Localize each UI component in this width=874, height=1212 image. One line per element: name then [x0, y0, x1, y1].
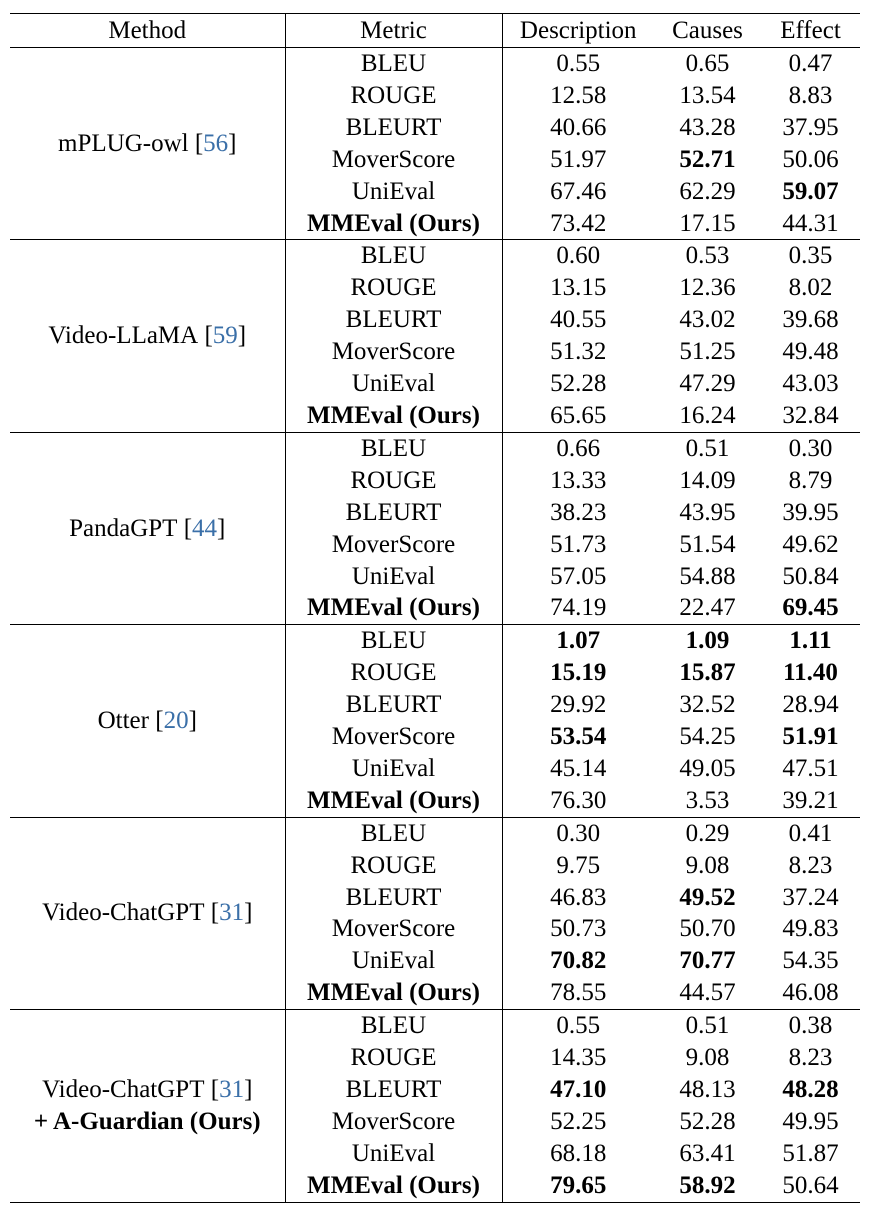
- causes-cell: 51.54: [679, 530, 736, 558]
- effect-cell: 50.64: [782, 1171, 839, 1199]
- method-name: Otter: [97, 707, 149, 735]
- description-cell: 38.23: [550, 498, 607, 526]
- citation-bracket-close: ]: [217, 514, 226, 542]
- header-method: Method: [10, 14, 285, 48]
- metric-cell: MMEval (Ours): [285, 785, 502, 817]
- method-name: PandaGPT: [69, 514, 178, 542]
- effect-cell: 37.24: [782, 883, 839, 911]
- header-causes: Causes: [672, 17, 743, 44]
- method-group: [10, 817, 860, 1009]
- effect-cell: 50.84: [782, 562, 839, 590]
- method-cell: [10, 432, 285, 624]
- method-group: [10, 1010, 860, 1202]
- table-row: [10, 240, 860, 272]
- effect-cell: 49.83: [782, 915, 839, 943]
- table-row: [10, 432, 860, 464]
- metric-cell: BLEURT: [285, 882, 502, 914]
- causes-cell: 0.53: [685, 242, 730, 270]
- description-cell: 40.55: [550, 306, 607, 334]
- metric-cell: UniEval: [285, 945, 502, 977]
- metric-cell: BLEU: [285, 817, 502, 849]
- description-cell: 70.82: [550, 947, 607, 975]
- header-metric: Metric: [285, 14, 502, 48]
- metric-cell: ROUGE: [285, 657, 502, 689]
- description-cell: 74.19: [550, 594, 607, 622]
- description-cell: 14.35: [550, 1044, 607, 1072]
- causes-cell: 70.77: [679, 947, 736, 975]
- citation-bracket-open: [: [188, 129, 204, 157]
- metric-cell: BLEURT: [285, 304, 502, 336]
- effect-cell: 8.23: [788, 851, 833, 879]
- effect-cell: 8.83: [788, 81, 833, 109]
- description-cell: 53.54: [550, 723, 607, 751]
- description-cell: 1.07: [556, 627, 601, 655]
- effect-cell: 59.07: [782, 177, 839, 205]
- method-name-line: [10, 513, 285, 545]
- description-cell: 68.18: [550, 1139, 607, 1167]
- effect-cell: 0.30: [788, 434, 833, 462]
- causes-cell: 0.29: [685, 819, 730, 847]
- metric-cell: BLEU: [285, 240, 502, 272]
- citation-bracket-open: [: [204, 1075, 220, 1103]
- metric-cell: MMEval (Ours): [285, 592, 502, 624]
- metric-cell: BLEURT: [285, 689, 502, 721]
- description-cell: 0.55: [556, 1012, 601, 1040]
- causes-cell: 16.24: [679, 401, 736, 429]
- metric-cell: UniEval: [285, 561, 502, 593]
- method-group: [10, 48, 860, 240]
- effect-cell: 39.68: [782, 306, 839, 334]
- effect-cell: 28.94: [782, 691, 839, 719]
- citation-bracket-close: ]: [244, 1075, 253, 1103]
- description-cell: 0.60: [556, 242, 601, 270]
- causes-cell: 54.25: [679, 723, 736, 751]
- description-cell: 79.65: [550, 1171, 607, 1199]
- description-cell: 65.65: [550, 401, 607, 429]
- causes-cell: 51.25: [679, 338, 736, 366]
- table-row: [10, 48, 860, 80]
- results-table: [10, 13, 860, 1203]
- causes-cell: 12.36: [679, 274, 736, 302]
- table-row: [10, 817, 860, 849]
- method-name-line: [10, 128, 285, 160]
- method-group: [10, 240, 860, 432]
- causes-cell: 52.28: [679, 1107, 736, 1135]
- causes-cell: 52.71: [679, 145, 736, 173]
- description-cell: 0.55: [556, 50, 601, 77]
- causes-cell: 0.51: [685, 1012, 730, 1040]
- method-name: Video-ChatGPT: [42, 1075, 205, 1103]
- method-cell: [10, 817, 285, 1009]
- description-cell: 52.28: [550, 370, 607, 398]
- description-cell: 51.73: [550, 530, 607, 558]
- description-cell: 76.30: [550, 786, 607, 814]
- effect-cell: 8.23: [788, 1044, 833, 1072]
- effect-cell: 49.95: [782, 1107, 839, 1135]
- effect-cell: 44.31: [782, 209, 839, 237]
- effect-cell: 48.28: [782, 1076, 839, 1103]
- citation-bracket-close: ]: [237, 322, 247, 350]
- metric-cell: MoverScore: [285, 721, 502, 753]
- causes-cell: 63.41: [679, 1139, 736, 1167]
- metric-cell: ROUGE: [285, 850, 502, 882]
- metric-cell: BLEU: [285, 1010, 502, 1042]
- causes-cell: 13.54: [679, 81, 736, 109]
- header-effect: Effect: [780, 17, 841, 44]
- description-cell: 9.75: [556, 851, 601, 879]
- metric-cell: BLEURT: [285, 497, 502, 529]
- causes-cell: 43.95: [679, 498, 736, 526]
- causes-cell: 43.02: [679, 306, 736, 334]
- metric-cell: MMEval (Ours): [285, 1170, 502, 1202]
- description-cell: 29.92: [550, 691, 607, 719]
- description-cell: 73.42: [550, 209, 607, 237]
- metric-cell: MMEval (Ours): [285, 208, 502, 240]
- description-cell: 57.05: [550, 562, 607, 590]
- description-cell: 50.73: [550, 915, 607, 943]
- description-cell: 52.25: [550, 1107, 607, 1135]
- effect-cell: 49.48: [782, 338, 839, 366]
- causes-cell: 0.65: [685, 50, 730, 77]
- description-cell: 51.32: [550, 338, 607, 366]
- metric-cell: ROUGE: [285, 465, 502, 497]
- citation-link[interactable]: 31: [219, 1075, 245, 1103]
- method-name: Video-LLaMA: [48, 322, 199, 350]
- effect-cell: 0.35: [788, 242, 833, 270]
- metric-cell: BLEU: [285, 625, 502, 657]
- method-name: Video-ChatGPT: [42, 899, 205, 927]
- metric-cell: BLEU: [285, 432, 502, 464]
- effect-cell: 0.38: [788, 1012, 833, 1040]
- effect-cell: 0.47: [788, 50, 833, 77]
- header-row: [10, 14, 860, 48]
- description-cell: 15.19: [550, 659, 607, 687]
- method-name-line: [10, 320, 285, 352]
- effect-cell: 8.79: [788, 466, 833, 494]
- causes-cell: 49.52: [679, 883, 736, 911]
- causes-cell: 15.87: [679, 659, 736, 687]
- description-cell: 78.55: [550, 979, 607, 1007]
- metric-cell: MoverScore: [285, 529, 502, 561]
- method-cell: [10, 48, 285, 240]
- citation-bracket-close: ]: [228, 129, 237, 157]
- effect-cell: 39.21: [782, 786, 839, 814]
- citation-link[interactable]: 31: [219, 899, 245, 927]
- effect-cell: 69.45: [782, 594, 839, 622]
- description-cell: 40.66: [550, 113, 607, 141]
- causes-cell: 47.29: [679, 370, 736, 398]
- header-description: Description: [519, 17, 637, 44]
- effect-cell: 37.95: [782, 113, 839, 141]
- citation-link[interactable]: 59: [212, 322, 238, 350]
- causes-cell: 58.92: [679, 1171, 736, 1199]
- description-cell: 67.46: [550, 177, 607, 205]
- metric-cell: UniEval: [285, 1138, 502, 1170]
- causes-cell: 48.13: [679, 1076, 736, 1103]
- causes-cell: 62.29: [679, 177, 736, 205]
- causes-cell: 9.08: [685, 1044, 730, 1072]
- table-header: [10, 14, 860, 48]
- causes-cell: 32.52: [679, 691, 736, 719]
- causes-cell: 14.09: [679, 466, 736, 494]
- effect-cell: 46.08: [782, 979, 839, 1007]
- citation-bracket-close: ]: [188, 707, 197, 735]
- citation-link[interactable]: 20: [163, 707, 189, 735]
- causes-cell: 43.28: [679, 113, 736, 141]
- description-cell: 51.97: [550, 145, 607, 173]
- description-cell: 47.10: [550, 1076, 607, 1103]
- citation-link[interactable]: 56: [203, 129, 229, 157]
- effect-cell: 8.02: [788, 274, 833, 302]
- effect-cell: 51.91: [782, 723, 839, 751]
- method-name: mPLUG-owl: [58, 129, 189, 157]
- effect-cell: 32.84: [782, 401, 839, 429]
- citation-link[interactable]: 44: [192, 514, 218, 542]
- table-row: [10, 625, 860, 657]
- metric-cell: MoverScore: [285, 1106, 502, 1138]
- effect-cell: 1.11: [789, 627, 832, 655]
- causes-cell: 0.51: [685, 434, 730, 462]
- method-cell: [10, 625, 285, 817]
- metric-cell: ROUGE: [285, 1042, 502, 1074]
- method-name-line: [10, 1074, 285, 1106]
- effect-cell: 0.41: [788, 819, 833, 847]
- causes-cell: 1.09: [685, 627, 730, 655]
- metric-cell: MoverScore: [285, 336, 502, 368]
- effect-cell: 49.62: [782, 530, 839, 558]
- effect-cell: 51.87: [782, 1139, 839, 1167]
- description-cell: 13.15: [550, 274, 607, 302]
- metric-cell: UniEval: [285, 176, 502, 208]
- method-name-line: [10, 705, 285, 737]
- method-group: [10, 432, 860, 624]
- method-group: [10, 625, 860, 817]
- description-cell: 45.14: [550, 754, 607, 782]
- table-row: [10, 1010, 860, 1042]
- metric-cell: BLEU: [285, 48, 502, 80]
- description-cell: 46.83: [550, 883, 607, 911]
- metric-cell: BLEURT: [285, 112, 502, 144]
- metric-cell: UniEval: [285, 753, 502, 785]
- metric-cell: BLEURT: [285, 1074, 502, 1106]
- effect-cell: 47.51: [782, 754, 839, 782]
- metric-cell: ROUGE: [285, 80, 502, 112]
- description-cell: 12.58: [550, 81, 607, 109]
- causes-cell: 44.57: [679, 979, 736, 1007]
- citation-bracket-close: ]: [244, 899, 253, 927]
- effect-cell: 54.35: [782, 947, 839, 975]
- method-cell: [10, 1010, 285, 1202]
- causes-cell: 22.47: [679, 594, 736, 622]
- description-cell: 0.30: [556, 819, 601, 847]
- metric-cell: UniEval: [285, 368, 502, 400]
- metric-cell: MMEval (Ours): [285, 977, 502, 1009]
- effect-cell: 11.40: [783, 659, 838, 687]
- causes-cell: 3.53: [685, 786, 730, 814]
- metric-cell: ROUGE: [285, 272, 502, 304]
- citation-bracket-open: [: [148, 707, 164, 735]
- description-cell: 13.33: [550, 466, 607, 494]
- metric-cell: MoverScore: [285, 913, 502, 945]
- effect-cell: 50.06: [782, 145, 839, 173]
- metric-cell: MMEval (Ours): [285, 400, 502, 432]
- citation-bracket-open: [: [177, 514, 193, 542]
- causes-cell: 9.08: [685, 851, 730, 879]
- method-suffix: + A-Guardian (Ours): [33, 1107, 261, 1135]
- causes-cell: 50.70: [679, 915, 736, 943]
- effect-cell: 39.95: [782, 498, 839, 526]
- citation-bracket-open: [: [198, 322, 213, 350]
- method-name-line: [10, 897, 285, 929]
- causes-cell: 49.05: [679, 754, 736, 782]
- causes-cell: 17.15: [679, 209, 736, 237]
- description-cell: 0.66: [556, 434, 601, 462]
- metric-cell: MoverScore: [285, 144, 502, 176]
- citation-bracket-open: [: [204, 899, 220, 927]
- causes-cell: 54.88: [679, 562, 736, 590]
- method-cell: [10, 240, 285, 432]
- effect-cell: 43.03: [782, 370, 839, 398]
